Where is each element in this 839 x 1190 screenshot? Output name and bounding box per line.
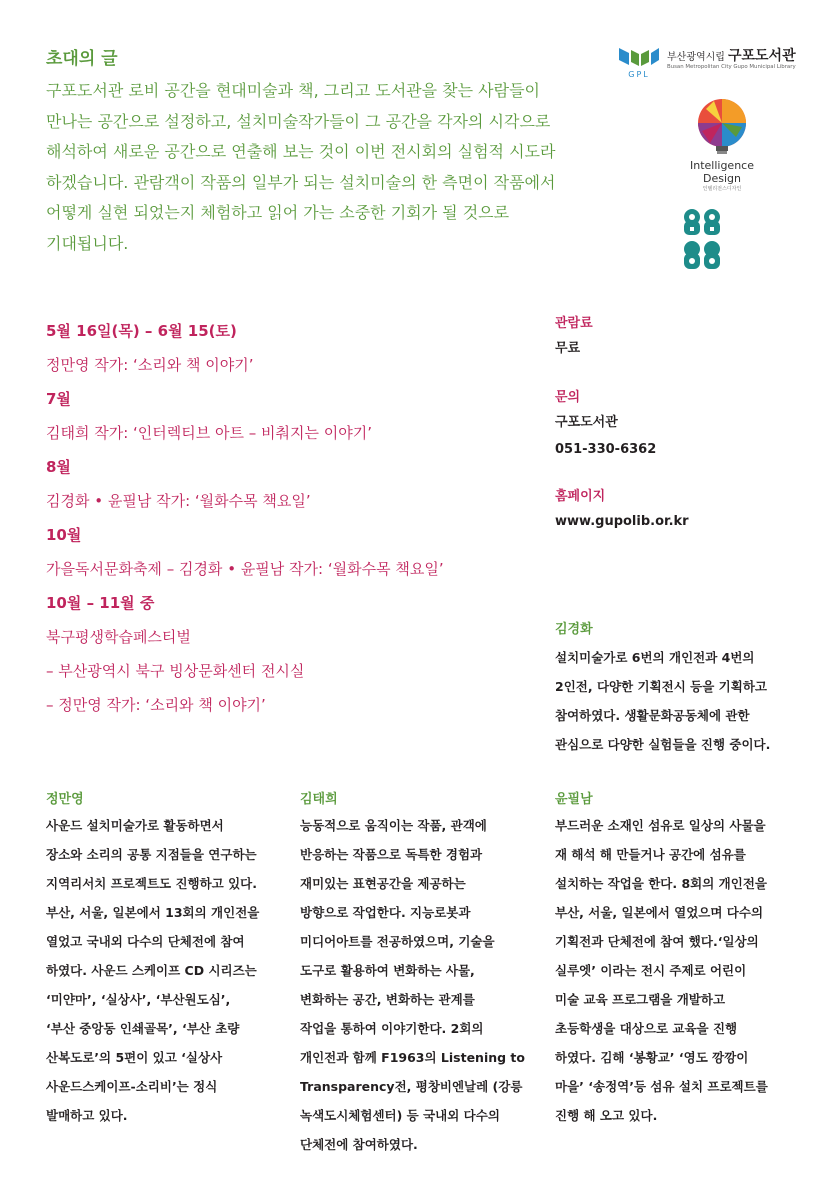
bio-line: Transparency전, 평창비엔날레 (강릉 [300,1079,523,1094]
bio-name: 정만영 [46,792,84,807]
bio-line: 사운드스케이프-소리비’는 정식 [46,1079,218,1094]
schedule-item: 김경화 • 윤필남 작가: ‘월화수목 책요일’ [46,492,311,510]
bio-line: 작업을 통하여 이야기한다. 2회의 [300,1021,484,1036]
library-logo [617,44,797,80]
gpl-logo-icon [617,46,661,80]
bio-name: 김태희 [300,792,338,807]
contact-name: 구포도서관 [555,415,618,430]
intro-line: 하겠습니다. 관람객이 작품의 일부가 되는 설치미술의 한 측면이 작품에서 [46,172,556,192]
bio-line: 부산, 서울, 일본에서 13회의 개인전을 [46,905,260,920]
lightbulb-icon [692,97,752,155]
bio-yoon-pilnam [555,788,768,1130]
intro-line: 기대됩니다. [46,233,129,253]
schedule-date: 7월 [46,390,71,408]
intro-line: 어떻게 실현 되었는지 체험하고 읽어 가는 소중한 기회가 될 것으로 [46,203,510,222]
bio-line: 지역리서치 프로젝트도 진행하고 있다. [46,876,258,891]
intro-body [46,76,586,259]
contact-phone: 051-330-6362 [555,442,657,457]
bio-line: 실루엣’ 이라는 전시 주제로 어린이 [555,963,747,978]
bio-line: 도구로 활용하여 변화하는 사물, [300,963,475,978]
intro-line: 해석하여 새로운 공간으로 연출해 보는 것이 이번 전시회의 실험적 시도라 [46,142,556,161]
homepage-label: 홈페이지 [555,489,606,504]
bio-line: 능동적으로 움직이는 작품, 관객에 [300,818,487,833]
bio-line: 하였다. 사운드 스케이프 CD 시리즈는 [46,963,257,978]
bio-line: 부드러운 소재인 섬유로 일상의 사물을 [555,818,766,833]
contact-label: 문의 [555,390,581,405]
bio-kim-taehee [300,788,525,1159]
fee-value: 무료 [555,341,581,356]
bio-line: 미술 교육 프로그램을 개발하고 [555,992,726,1007]
intro-line: 구포도서관 로비 공간을 현대미술과 책, 그리고 도서관을 찾는 사람들이 [46,81,540,100]
bio-line: 사운드 설치미술가로 활동하면서 [46,818,224,833]
bio-name: 윤필남 [555,792,593,807]
bio-line: 반응하는 작품으로 독특한 경험과 [300,847,483,862]
intelligence-design-logo [672,97,772,192]
bio-line: 부산, 서울, 일본에서 열었으며 다수의 [555,905,764,920]
homepage-url: www.gupolib.or.kr [555,514,689,529]
bio-line: 방향으로 작업한다. 지능로봇과 [300,905,471,920]
bio-line: 단체전에 참여하였다. [300,1137,418,1152]
intro-title: 초대의 글 [46,49,118,69]
intelligence-text: Intelligence [689,159,754,172]
bio-line: 관심으로 다양한 실험들을 진행 중이다. [555,737,771,752]
bio-line: 기획전과 단체전에 참여 했다.‘일상의 [555,934,759,949]
schedule-date: 10월 [46,526,82,544]
bio-line: 미디어아트를 전공하였으며, 기술을 [300,934,495,949]
bio-jung-manyoung [46,788,259,1130]
schedule-item: 정만영 작가: ‘소리와 책 이야기’ [46,356,254,374]
bio-line: 초등학생을 대상으로 교육을 진행 [555,1021,738,1036]
bio-line: 참여하였다. 생활문화공동체에 관한 [555,708,750,723]
schedule-item: 북구평생학습페스티벌 [46,628,191,646]
bio-line: 설치미술가로 6번의 개인전과 4번의 [555,650,755,665]
bio-line: 녹색도시체험센터) 등 국내외 다수의 [300,1108,500,1123]
schedule-item: – 정만영 작가: ‘소리와 책 이야기’ [46,696,266,714]
library-name-big: 구포도서관 [727,48,796,64]
bio-line: ‘부산 중앙동 인쇄골목’, ‘부산 초량 [46,1021,240,1036]
bio-name: 김경화 [555,622,593,637]
bio-line: 진행 해 오고 있다. [555,1108,658,1123]
exhibition-schedule [46,314,546,722]
schedule-date: 10월 – 11월 중 [46,594,155,612]
library-name [667,45,796,65]
bio-line: 열었고 국내외 다수의 단체전에 참여 [46,934,245,949]
schedule-item: 가을독서문화축제 – 김경화 • 윤필남 작가: ‘월화수목 책요일’ [46,560,444,578]
bio-line: ‘미얀마’, ‘실상사’, ‘부산원도심’, [46,992,231,1007]
bio-line: 2인전, 다양한 기획전시 등을 기획하고 [555,679,767,694]
schedule-date: 8월 [46,458,71,476]
bio-line: 산복도로’의 5편이 있고 ‘실상사 [46,1050,223,1065]
bio-line: 설치하는 작업을 한다. 8회의 개인전을 [555,876,767,891]
library-english-name: Busan Metropolitan City Gupo Municipal Library [667,64,796,70]
design-text: Design [703,172,741,185]
gb-emblem-icon [682,207,722,271]
gpl-mark-text: GPL [628,70,650,79]
bio-line: 재 해석 해 만들거나 공간에 섬유를 [555,847,746,862]
bio-line: 장소와 소리의 공통 지점들을 연구하는 [46,847,257,862]
schedule-item: – 부산광역시 북구 빙상문화센터 전시실 [46,662,305,680]
info-panel [555,312,815,535]
gb-emblem-logo [682,207,722,275]
bio-line: 마을’ ‘송정역’등 섬유 설치 프로젝트를 [555,1079,768,1094]
intro-line: 만나는 공간으로 설정하고, 설치미술작가들이 그 공간을 각자의 시각으로 [46,111,551,131]
bio-line: 재미있는 표현공간을 제공하는 [300,876,466,891]
fee-label: 관람료 [555,316,593,331]
bio-line: 발매하고 있다. [46,1108,128,1123]
bio-line: 개인전과 함께 F1963의 Listening to [300,1050,525,1065]
schedule-item: 김태희 작가: ‘인터렉티브 아트 – 비춰지는 이야기’ [46,424,373,442]
library-name-small: 부산광역시립 [667,52,725,63]
bio-kim-kyunghwa [555,618,770,759]
schedule-date: 5월 16일(목) – 6월 15(토) [46,322,237,340]
design-subtext: 인텔리전스디자인 [702,186,742,192]
bio-line: 하였다. 김해 ‘봉황교’ ‘영도 깡깡이 [555,1050,749,1065]
bio-line: 변화하는 공간, 변화하는 관계를 [300,992,475,1007]
